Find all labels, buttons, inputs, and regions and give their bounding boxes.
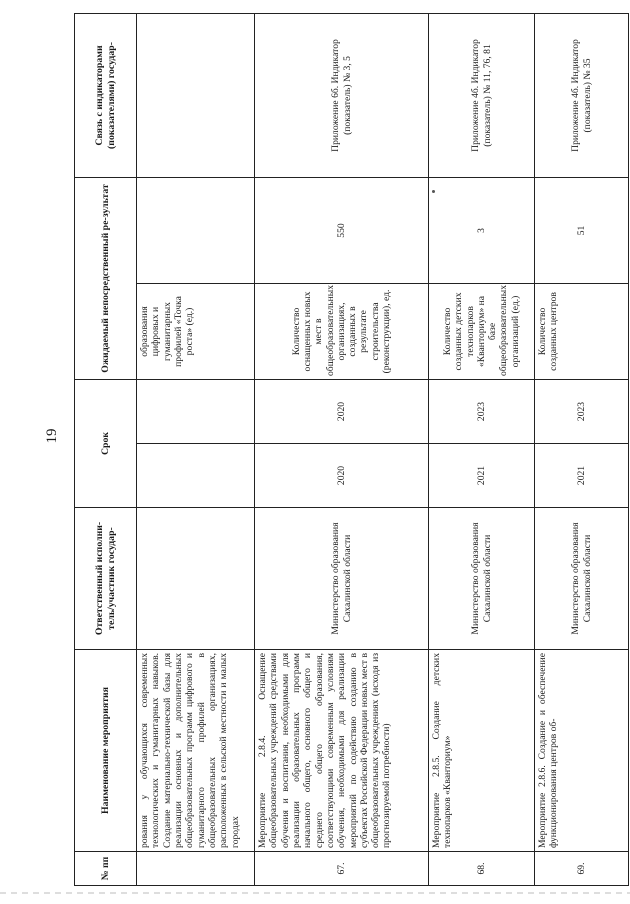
row-num: 67. — [255, 852, 429, 886]
row-result-text: Количество оснащенных новых мест в общеобразовательных организациях, созданных в результате строительства (реконструкции), ед. — [255, 283, 429, 379]
row-num — [137, 852, 255, 886]
row-name: Мероприятие 2.8.6. Создание и обеспечение функционирования центров об- — [535, 650, 629, 852]
row-result-value: 51 — [535, 177, 629, 283]
header-term: Срок — [75, 379, 137, 507]
rotated-table-container — [74, 14, 629, 886]
row-end: 2023 — [535, 379, 629, 443]
row-end — [137, 379, 255, 443]
row-responsible: Министерство образования Сахалинской области — [255, 508, 429, 650]
row-start: 2020 — [255, 444, 429, 508]
row-num: 68. — [429, 852, 535, 886]
table-row — [137, 13, 255, 885]
scan-speck — [432, 190, 435, 193]
table-row — [255, 13, 429, 885]
header-link: Связь с индикаторами (показателями) государ- — [75, 13, 137, 177]
page-number: 19 — [44, 428, 60, 444]
row-name: Мероприятие 2.8.5. Создание детских технопарков «Кванториум» — [429, 650, 535, 852]
row-result-text: Количество созданных детских технопарков «Кванториум» на базе общеобразовательных организаций (ед.) — [429, 283, 535, 379]
row-end: 2023 — [429, 379, 535, 443]
row-start — [137, 444, 255, 508]
row-name: Мероприятие 2.8.4. Оснащение общеобразовательных учреждений средствами обучения и воспитания, необходимыми для реализации образовательных программ начального общего, основного общего и среднего общего образования, соответствующими современным условиям обучения, необходимыми для реализации мероприятий по содействию созданию в субъектах Российской Федерации новых мест в общеобразовательных учреждениях (исходя из прогнозируемой потребности) — [255, 650, 429, 852]
row-start: 2021 — [429, 444, 535, 508]
header-num: № пп — [75, 852, 137, 886]
table-header-row — [75, 13, 137, 885]
row-end: 2020 — [255, 379, 429, 443]
header-result: Ожидаемый непосредственный ре-зультат — [75, 177, 137, 379]
row-responsible: Министерство образования Сахалинской области — [429, 508, 535, 650]
scan-bottom-edge — [0, 892, 630, 894]
row-result-value: 3 — [429, 177, 535, 283]
table-row — [535, 13, 629, 885]
row-start: 2021 — [535, 444, 629, 508]
row-link: Приложение 4б. Индикатор (показатель) № 11, 76, 81 — [429, 13, 535, 177]
row-link: Приложение 4б. Индикатор (показатель) № 35 — [535, 13, 629, 177]
row-result-value: 550 — [255, 177, 429, 283]
row-result-text: Количество созданных центров — [535, 283, 629, 379]
row-result-text: образования цифровых и гуманитарных профилей «Точка роста» (ед.) — [137, 283, 255, 379]
rotated-page-content — [74, 14, 629, 886]
table-row — [429, 13, 535, 885]
row-link — [137, 13, 255, 177]
row-responsible — [137, 508, 255, 650]
row-name: рования у обучающихся современных технологических и гуманитарных навыков. Создание материально-технической базы для реализации основных и дополнительных общеобразовательных программ цифрового и гуманитарного профилей в общеобразовательных организациях, расположенных в сельской местности и малых городах — [137, 650, 255, 852]
measures-table — [74, 13, 629, 886]
row-responsible: Министерство образования Сахалинской области — [535, 508, 629, 650]
row-num: 69. — [535, 852, 629, 886]
row-link: Приложение 6б. Индикатор (показатель) № 3, 5 — [255, 13, 429, 177]
row-result-value — [137, 177, 255, 283]
header-name: Наименование мероприятия — [75, 650, 137, 852]
header-responsible: Ответственный исполни-тель/участник государ- — [75, 508, 137, 650]
